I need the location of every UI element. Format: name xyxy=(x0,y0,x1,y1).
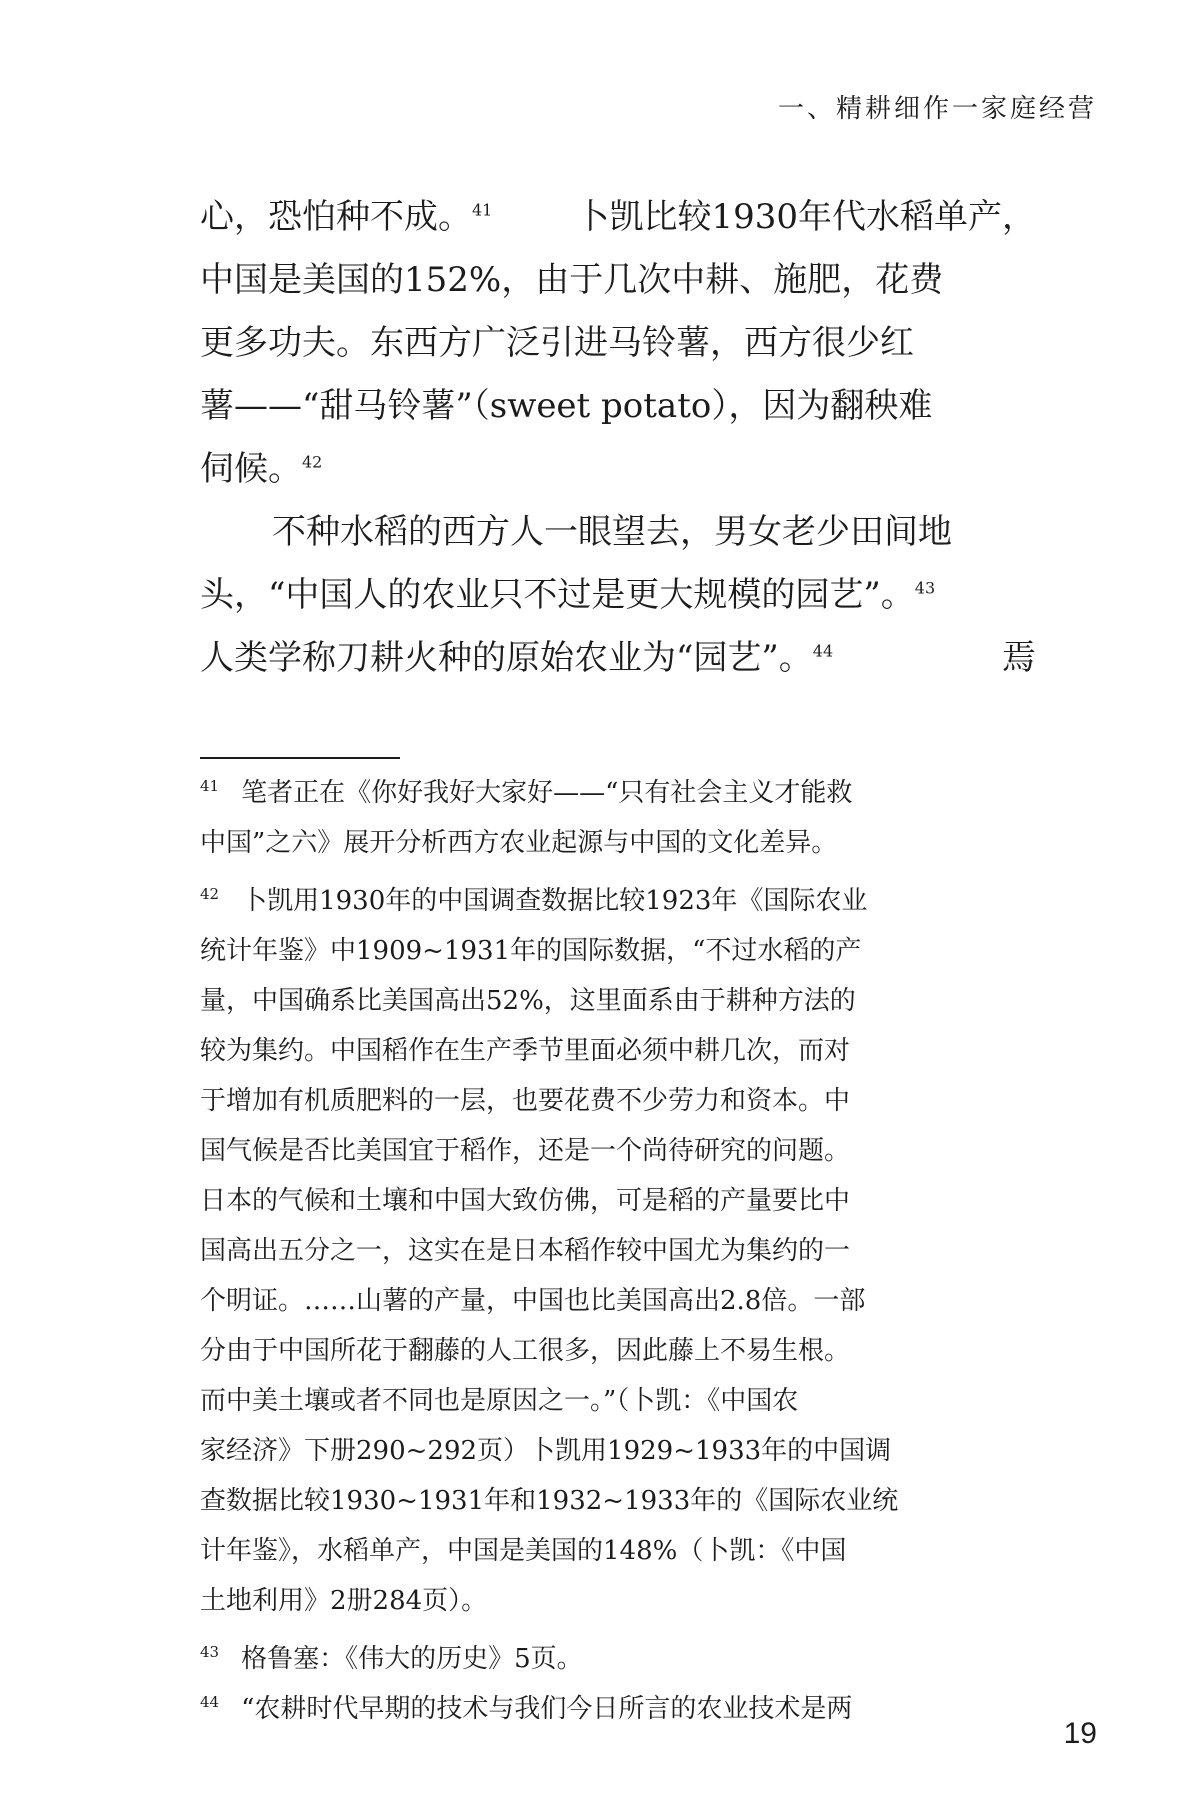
text-line xyxy=(200,627,1036,690)
text-segment: 焉 xyxy=(1002,638,1036,678)
footnote-43 xyxy=(200,1634,1036,1684)
footnote-44 xyxy=(200,1684,1036,1734)
footnote-42 xyxy=(200,876,1036,1626)
footnote-line: 中国”之六》展开分析西方农业起源与中国的文化差异。 xyxy=(200,828,838,858)
footnote-line: 43 格鲁塞：《伟大的历史》5页。 xyxy=(200,1643,583,1674)
text-line: 中国是美国的152%，由于几次中耕、施肥，花费 xyxy=(200,260,944,300)
footnote-line: 分由于中国所花于翻藤的人工很多，因此藤上不易生根。 xyxy=(200,1336,851,1366)
text-segment: 心，恐怕种不成。$^{41}$ xyxy=(200,197,493,237)
text-line: 头，“中国人的农业只不过是更大规模的园艺”。$^{43}$ xyxy=(200,575,936,615)
text-line xyxy=(200,186,1036,249)
text-line: 不种水稻的西方人一眼望去，男女老少田间地 xyxy=(272,512,952,552)
footnote-line: 计年鉴》，水稻单产，中国是美国的148%（卜凯：《中国 xyxy=(200,1536,847,1566)
footnote-separator xyxy=(200,757,400,759)
running-header: 一、精耕细作一家庭经营 xyxy=(777,94,1097,124)
text-line: 薯——“甜马铃薯”（sweet potato），因为翻秧难 xyxy=(200,386,933,426)
footnote-line: 统计年鉴》中1909~1931年的国际数据，“不过水稻的产 xyxy=(200,936,862,966)
footnote-line: 查数据比较1930~1931年和1932~1933年的《国际农业统 xyxy=(200,1486,899,1516)
footnote-line: 国高出五分之一，这实在是日本稻作较中国尤为集约的一 xyxy=(200,1236,851,1266)
footnote-line: 土地利用》2册284页）。 xyxy=(200,1586,488,1616)
footnote-ref[interactable]: 41 xyxy=(472,200,493,220)
text-line: 伺候。$^{42}$ xyxy=(200,449,323,489)
footnote-line: 较为集约。中国稻作在生产季节里面必须中耕几次，而对 xyxy=(200,1036,851,1066)
footnote-line: 日本的气候和土壤和中国大致仿佛，可是稻的产量要比中 xyxy=(200,1186,851,1216)
footnote-line: 42 卜凯用1930年的中国调查数据比较1923年《国际农业 xyxy=(200,885,868,916)
paragraph xyxy=(200,501,1036,690)
text-segment: 卜凯比较1930年代水稻单产， xyxy=(575,197,1036,237)
footnote-ref[interactable]: 44 xyxy=(812,641,834,661)
footnote-41 xyxy=(200,768,1036,868)
footnote-ref[interactable]: 42 xyxy=(302,452,323,472)
footnote-line: 而中美土壤或者不同也是原因之一。”（卜凯：《中国农 xyxy=(200,1386,799,1416)
footnote-line: 国气候是否比美国宜于稻作，还是一个尚待研究的问题。 xyxy=(200,1136,851,1166)
footnotes xyxy=(200,768,1036,1734)
footnote-line: 44 “农耕时代早期的技术与我们今日所言的农业技术是两 xyxy=(200,1693,853,1724)
footnote-line: 于增加有机质肥料的一层，也要花费不少劳力和资本。中 xyxy=(200,1086,851,1116)
footnote-line: 个明证。……山薯的产量，中国也比美国高出2.8倍。一部 xyxy=(200,1286,866,1316)
footnote-ref[interactable]: 43 xyxy=(914,578,936,598)
main-text xyxy=(200,186,1036,690)
text-line: 更多功夫。东西方广泛引进马铃薯，西方很少红 xyxy=(200,323,914,363)
text-segment: 人类学称刀耕火种的原始农业为“园艺”。$^{44}$ xyxy=(200,638,834,678)
footnote-line: 量，中国确系比美国高出52%，这里面系由于耕种方法的 xyxy=(200,986,856,1016)
page-number: 19 xyxy=(1063,1717,1097,1750)
footnote-line: 41 笔者正在《你好我好大家好——“只有社会主义才能救 xyxy=(200,777,853,808)
paragraph xyxy=(200,186,1036,501)
footnote-line: 家经济》下册290~292页）卜凯用1929~1933年的中国调 xyxy=(200,1436,892,1466)
